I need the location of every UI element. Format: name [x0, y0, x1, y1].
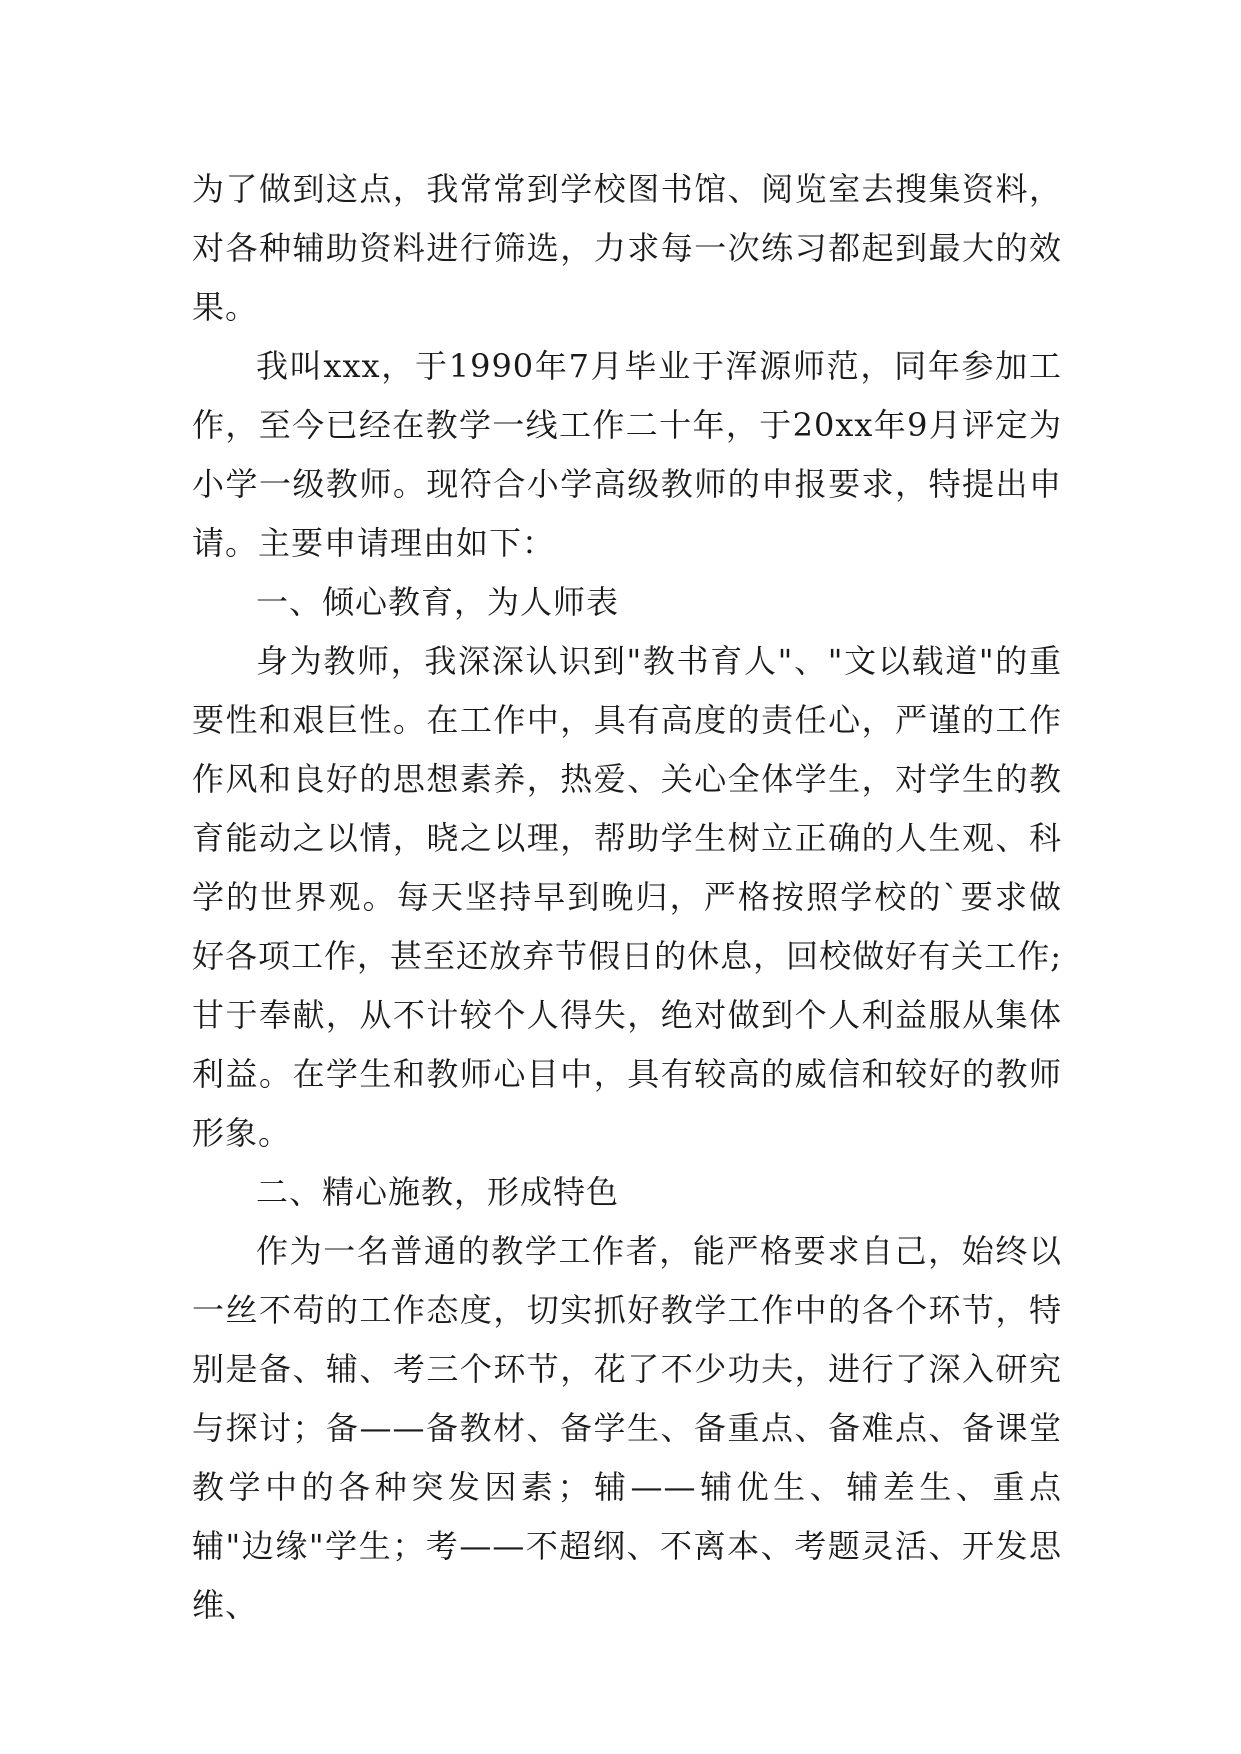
paragraph-4: 作为一名普通的教学工作者，能严格要求自己，始终以一丝不苟的工作态度，切实抓好教学工作中的各个环节，特别是备、辅、考三个环节，花了不少功夫，进行了深入研究与探讨；备——备教材、备学生、备重点、备难点、备课堂教学中的各种突发因素；辅——辅优生、辅差生、重点辅"边缘"学生；考——不超纲、不离本、考题灵活、开发思维、: [192, 1232, 1062, 1624]
section-heading-1: 一、倾心教育，为人师表: [256, 583, 620, 621]
paragraph-1: 为了做到这点，我常常到学校图书馆、阅览室去搜集资料，对各种辅助资料进行筛选，力求每一次练习都起到最大的效果。: [192, 170, 1062, 326]
paragraph-2: 我叫xxx，于1990年7月毕业于浑源师范，同年参加工作，至今已经在教学一线工作二十年，于20xx年9月评定为小学一级教师。现符合小学高级教师的申报要求，特提出申请。主要申请理由如下：: [192, 347, 1062, 562]
section-heading-2: 二、精心施教，形成特色: [256, 1173, 620, 1211]
document-body: [192, 160, 1062, 1635]
paragraph-3: 身为教师，我深深认识到"教书育人"、"文以载道"的重要性和艰巨性。在工作中，具有高度的责任心，严谨的工作作风和良好的思想素养，热爱、关心全体学生，对学生的教育能动之以情，晓之以理，帮助学生树立正确的人生观、科学的世界观。每天坚持早到晚归，严格按照学校的`要求做好各项工作，甚至还放弃节假日的休息，回校做好有关工作;甘于奉献，从不计较个人得失，绝对做到个人利益服从集体利益。在学生和教师心目中，具有较高的威信和较好的教师形象。: [192, 642, 1062, 1152]
